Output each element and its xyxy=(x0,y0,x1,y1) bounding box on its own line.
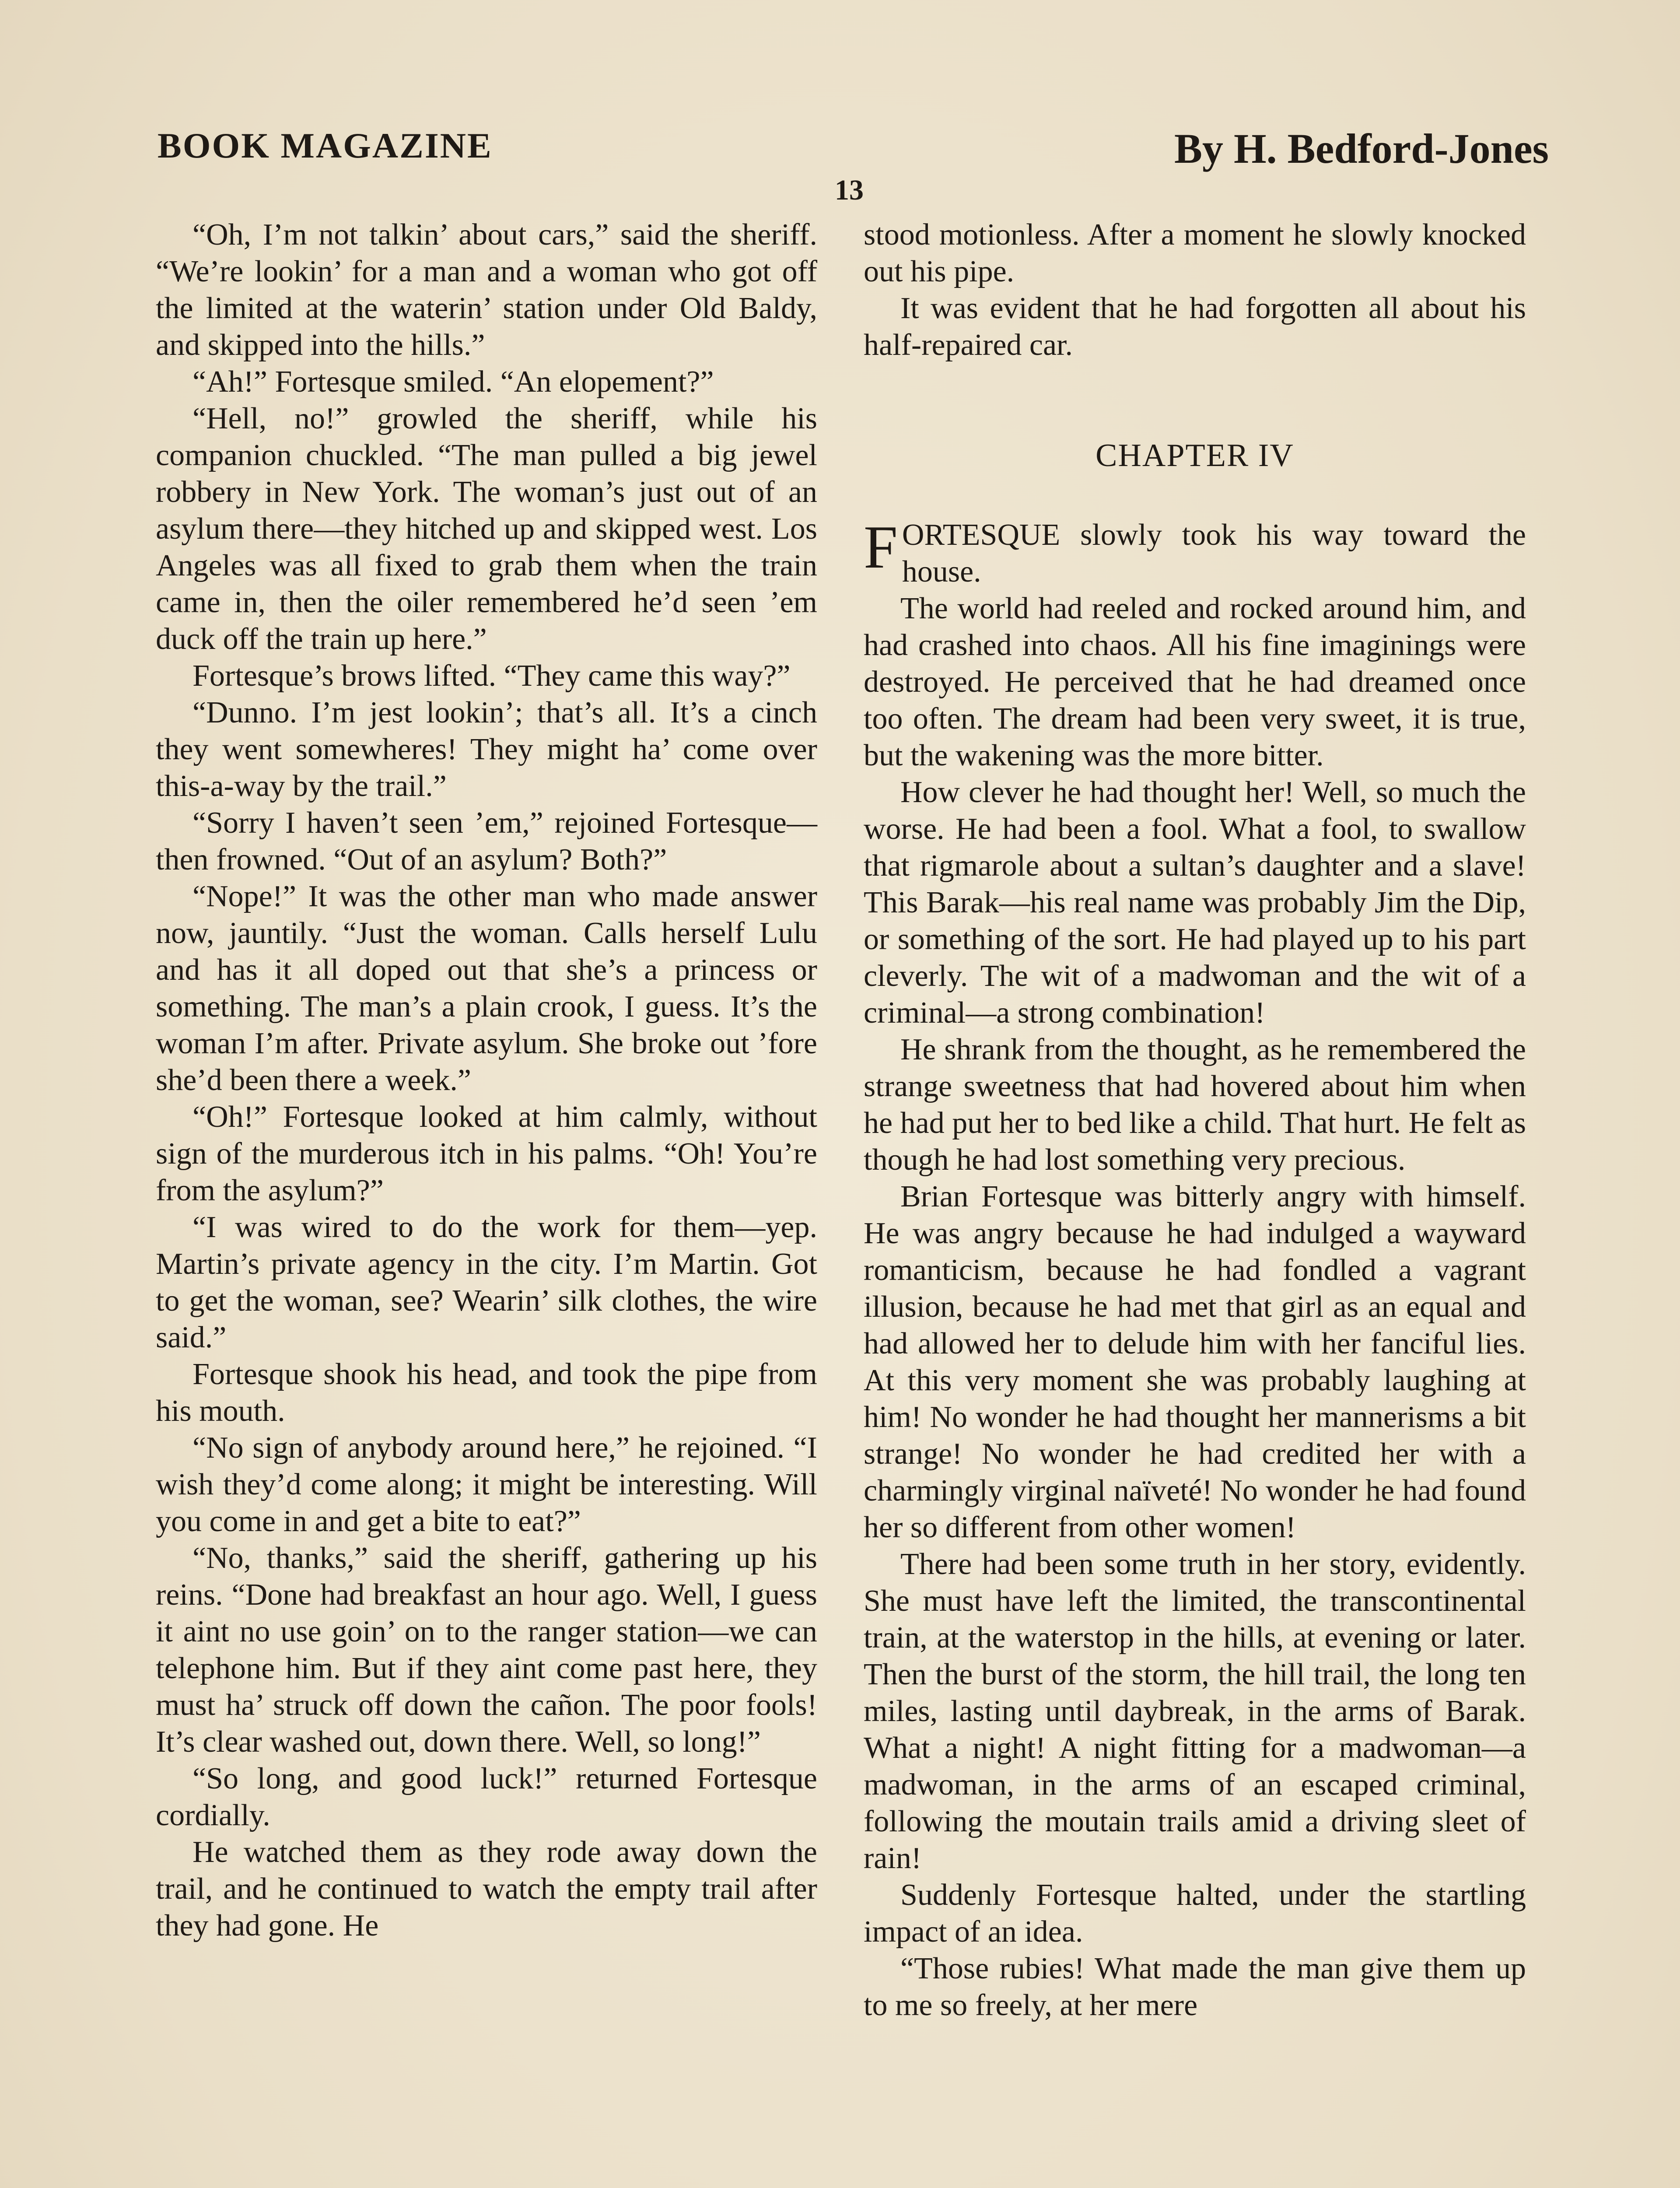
paragraph: “No sign of anybody around here,” he rejoined. “I wish they’d come along; it might be interesting. Will you come in and get a bite to eat?” xyxy=(156,1431,817,1538)
paragraph: He watched them as they rode away down the trail, and he continued to watch the empty trail after they had gone. He xyxy=(156,1835,817,1943)
chapter-heading: CHAPTER IV xyxy=(1096,438,1294,473)
paragraph: Suddenly Fortesque halted, under the startling impact of an idea. xyxy=(864,1878,1526,1949)
paragraph: How clever he had thought her! Well, so much the worse. He had been a fool. What a fool, to swallow that rigmarole about a sultan’s daughter and a slave! This Barak—his real name was probably Jim the Dip, or something of the sort. He had played up to his part cleverly. The wit of a madwoman and the wit of a criminal—a strong combination! xyxy=(864,775,1526,1030)
paragraph: “Ah!” Fortesque smiled. “An elopement?” xyxy=(192,365,714,399)
paragraph: “So long, and good luck!” returned Fortesque cordially. xyxy=(156,1762,817,1832)
paragraph: “Oh!” Fortesque looked at him calmly, without sign of the murderous itch in his palms. “Oh! You’re from the asylum?” xyxy=(156,1100,817,1207)
paragraph: “Nope!” It was the other man who made answer now, jauntily. “Just the woman. Calls herself Lulu and has it all doped out that she’s a princess or something. The man’s a plain crook, I guess. It’s the woman I’m after. Private asylum. She broke out ’fore she’d been there a week.” xyxy=(156,880,817,1097)
paragraph: There had been some truth in her story, evidently. She must have left the limited, the transcontinental train, at the waterstop in the hills, at evening or later. Then the burst of the storm, the hill trail, the long ten miles, lasting until daybreak, in the arms of Barak. What a night! A night fitting for a madwoman—a madwoman, in the arms of an escaped criminal, following the moutain trails amid a driving sleet of rain! xyxy=(864,1547,1526,1875)
paragraph: Brian Fortesque was bitterly angry with himself. He was angry because he had indulged a wayward romanticism, because he had fondled a vagrant illusion, because he had met that girl as an equal and had allowed her to delude him with her fanciful lies. At this very moment she was probably laughing at him! No wonder he had thought her mannerisms a bit strange! No wonder he had credited her with a charmingly virginal naïveté! No wonder he had found her so different from other women! xyxy=(864,1180,1526,1544)
opening-text: ORTESQUE slowly took his way toward the house. xyxy=(902,518,1526,589)
paragraph: “Dunno. I’m jest lookin’; that’s all. It’s a cinch they went somewheres! They might ha’ come over this-a-way by the trail.” xyxy=(156,696,817,803)
paragraph: Fortesque shook his head, and took the pipe from his mouth. xyxy=(156,1357,817,1428)
left-column xyxy=(156,217,817,1944)
paragraph: He shrank from the thought, as he remembered the strange sweetness that had hovered about him when he had put her to bed like a child. That hurt. He felt as though he had lost something very precious. xyxy=(864,1033,1526,1177)
magazine-title: BOOK MAGAZINE xyxy=(158,126,493,165)
right-column xyxy=(864,217,1526,2024)
paragraph: “Hell, no!” growled the sheriff, while his companion chuckled. “The man pulled a big jewel robbery in New York. The woman’s just out of an asylum there—they hitched up and skipped west. Los Angeles was all fixed to grab them when the train came in, then the oiler remembered he’d seen ’em duck off the train up here.” xyxy=(156,402,817,656)
paragraph: “Those rubies! What made the man give them up to me so freely, at her mere xyxy=(864,1952,1526,2022)
paragraph: The world had reeled and rocked around him, and had crashed into chaos. All his fine imaginings were destroyed. He perceived that he had dreamed once too often. The dream had been very sweet, it is true, but the wakening was the more bitter. xyxy=(864,592,1526,772)
opening-paragraph xyxy=(864,513,1526,590)
paragraph: “No, thanks,” said the sheriff, gathering up his reins. “Done had breakfast an hour ago. Well, I guess it aint no use goin’ on to the ranger station—we can telephone him. But if they aint come past here, they must ha’ struck off down the cañon. The poor fools! It’s clear washed out, down there. Well, so long!” xyxy=(156,1541,817,1759)
paragraph: It was evident that he had forgotten all about his half-repaired car. xyxy=(864,291,1526,362)
paragraph: stood motionless. After a moment he slowly knocked out his pipe. xyxy=(864,218,1526,288)
paragraph: Fortesque’s brows lifted. “They came this way?” xyxy=(192,659,791,693)
page-number: 13 xyxy=(835,174,864,206)
author-byline: By H. Bedford-Jones xyxy=(1174,125,1549,172)
paragraph: “Oh, I’m not talkin’ about cars,” said the sheriff. “We’re lookin’ for a man and a woman who got off the limited at the waterin’ station under Old Baldy, and skipped into the hills.” xyxy=(156,218,817,362)
paragraph: “Sorry I haven’t seen ’em,” rejoined Fortesque—then frowned. “Out of an asylum? Both?” xyxy=(156,806,817,877)
paragraph: “I was wired to do the work for them—yep. Martin’s private agency in the city. I’m Martin. Got to get the woman, see? Wearin’ silk clothes, the wire said.” xyxy=(156,1210,817,1354)
drop-cap: F xyxy=(864,513,898,581)
